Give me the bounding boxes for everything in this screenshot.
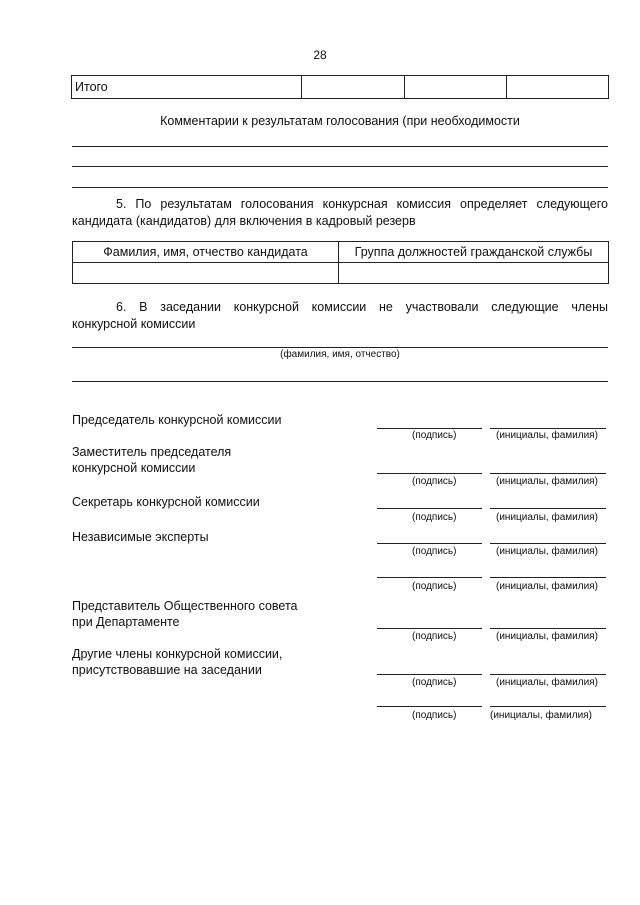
- itogo-cell: [507, 76, 609, 99]
- section-5-line-2: кандидата (кандидатов) для включения в кадровый резерв: [72, 214, 416, 228]
- signature-line: [377, 543, 482, 544]
- role-deputy-line-2: конкурсной комиссии: [72, 461, 196, 475]
- signature-caption: (подпись): [412, 546, 457, 557]
- signature-caption: (подпись): [412, 512, 457, 523]
- role-secretary: Секретарь конкурсной комиссии: [72, 495, 260, 509]
- column-header-group: Группа должностей гражданской службы: [339, 242, 609, 263]
- signature-line: [377, 706, 482, 707]
- section-5-paragraph: [72, 196, 608, 230]
- absent-members-line: [72, 381, 608, 382]
- section-5-line-1: 5. По результатам голосования конкурсная комиссия определяет следующего: [116, 197, 608, 211]
- initials-line: [490, 674, 606, 675]
- initials-line: [490, 428, 606, 429]
- section-6-line-1: 6. В заседании конкурсной комиссии не участвовали следующие члены: [116, 300, 608, 314]
- comments-heading: Комментарии к результатам голосования (при необходимости: [160, 114, 520, 128]
- column-header-fio: Фамилия, имя, отчество кандидата: [73, 242, 339, 263]
- table-header-row: [73, 242, 609, 263]
- table-row: [73, 263, 609, 284]
- role-experts: Независимые эксперты: [72, 530, 209, 544]
- signature-line: [377, 674, 482, 675]
- role-chairman: Председатель конкурсной комиссии: [72, 413, 282, 427]
- signature-caption: (подпись): [412, 710, 457, 721]
- section-6-line-2: конкурсной комиссии: [72, 317, 196, 331]
- role-others: [72, 646, 282, 678]
- initials-caption: (инициалы, фамилия): [496, 512, 598, 523]
- initials-caption: (инициалы, фамилия): [496, 677, 598, 688]
- role-others-line-1: Другие члены конкурсной комиссии,: [72, 647, 283, 661]
- signature-caption: (подпись): [412, 631, 457, 642]
- signature-line: [377, 508, 482, 509]
- signature-line: [377, 628, 482, 629]
- initials-caption: (инициалы, фамилия): [496, 476, 598, 487]
- initials-line: [490, 628, 606, 629]
- table-row: [72, 76, 609, 99]
- candidate-table: [72, 241, 609, 284]
- role-council-line-1: Представитель Общественного совета: [72, 599, 298, 613]
- section-6-paragraph: [72, 299, 608, 333]
- initials-caption: (инициалы, фамилия): [496, 430, 598, 441]
- initials-caption: (инициалы, фамилия): [496, 546, 598, 557]
- initials-caption: (инициалы, фамилия): [496, 631, 598, 642]
- signature-caption: (подпись): [412, 430, 457, 441]
- initials-line: [490, 543, 606, 544]
- signature-caption: (подпись): [412, 581, 457, 592]
- signature-line: [377, 473, 482, 474]
- itogo-cell: [302, 76, 405, 99]
- role-council-line-2: при Департаменте: [72, 615, 180, 629]
- signature-caption: (подпись): [412, 476, 457, 487]
- initials-line: [490, 577, 606, 578]
- initials-line: [490, 473, 606, 474]
- itogo-table: [71, 75, 609, 99]
- page-number: 28: [313, 48, 327, 62]
- itogo-cell: [405, 76, 507, 99]
- absent-members-line: [72, 347, 608, 348]
- comment-line: [72, 187, 608, 188]
- comment-line: [72, 146, 608, 147]
- initials-line: [490, 508, 606, 509]
- signature-caption: (подпись): [412, 677, 457, 688]
- initials-caption: (инициалы, фамилия): [490, 710, 592, 721]
- initials-line: [490, 706, 606, 707]
- role-deputy-line-1: Заместитель председателя: [72, 445, 232, 459]
- table-cell: [339, 263, 609, 284]
- fio-caption: (фамилия, имя, отчество): [280, 349, 400, 360]
- role-council: [72, 598, 298, 630]
- table-cell: [73, 263, 339, 284]
- role-deputy: [72, 444, 231, 476]
- initials-caption: (инициалы, фамилия): [496, 581, 598, 592]
- signature-line: [377, 577, 482, 578]
- comment-line: [72, 166, 608, 167]
- role-others-line-2: присутствовавшие на заседании: [72, 663, 262, 677]
- itogo-label: Итого: [72, 76, 302, 99]
- signature-line: [377, 428, 482, 429]
